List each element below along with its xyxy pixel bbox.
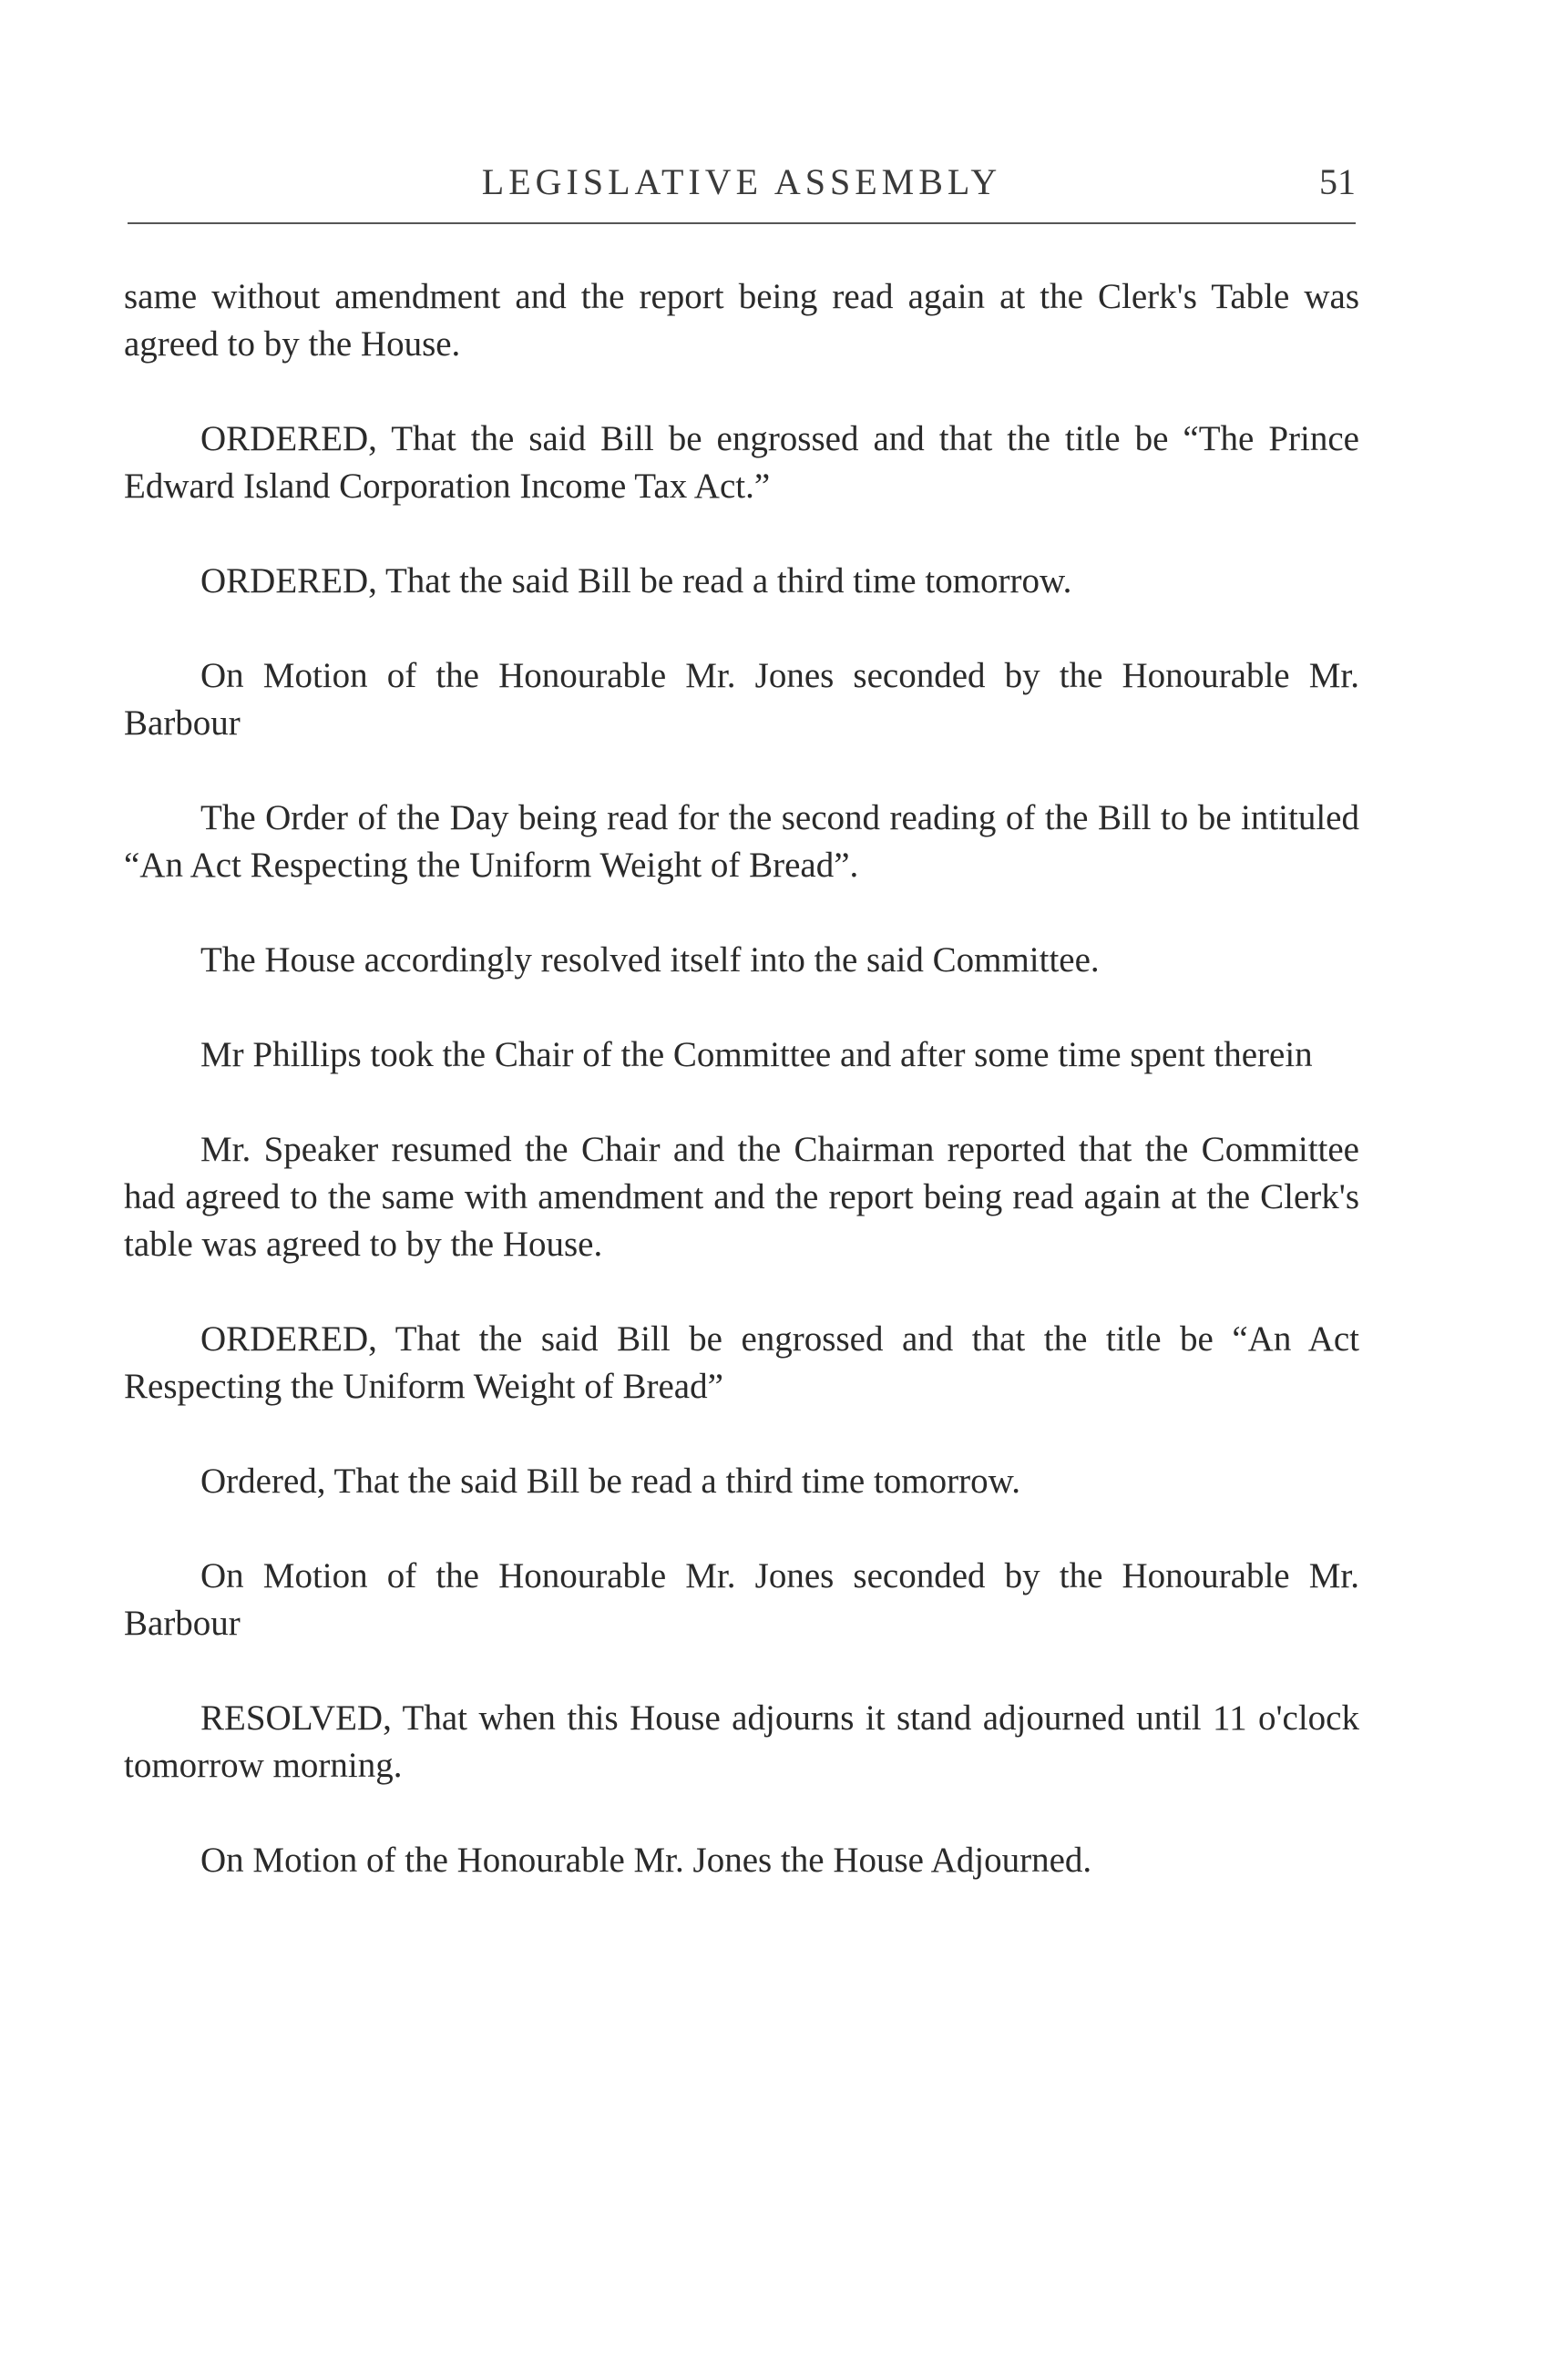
- paragraph-committee: The House accordingly resolved itself into the said Committee.: [200, 940, 1100, 980]
- paragraph-ordered-third-reading: ORDERED, That the said Bill be read a third time tomorrow.: [200, 561, 1072, 600]
- paragraph-speaker-report: Mr. Speaker resumed the Chair and the Chairman reported that the Committee had agreed to the same with amendment and the report being read again at the Clerk's table was agreed to by the House.: [124, 1130, 1359, 1264]
- running-title: LEGISLATIVE ASSEMBLY: [481, 161, 1002, 202]
- paragraph-motion-2: On Motion of the Honourable Mr. Jones seconded by the Honourable Mr. Barbour: [124, 1556, 1359, 1643]
- paragraph-order-of-day: The Order of the Day being read for the second reading of the Bill to be intituled “An Act Respecting the Uniform Weight of Bread”.: [124, 798, 1359, 885]
- paragraph-chair: Mr Phillips took the Chair of the Committee and after some time spent therein: [200, 1035, 1313, 1074]
- paragraph-ordered-title-2: ORDERED, That the said Bill be engrossed and that the title be “An Act Respecting the Uniform Weight of Bread”: [124, 1319, 1359, 1406]
- paragraph-ordered-third-reading-2: Ordered, That the said Bill be read a third time tomorrow.: [200, 1462, 1020, 1501]
- paragraph-continuation: same without amendment and the report being read again at the Clerk's Table was agreed to by the House.: [124, 277, 1359, 364]
- paragraph-ordered-title: ORDERED, That the said Bill be engrossed and that the title be “The Prince Edward Island Corporation Income Tax Act.”: [124, 419, 1359, 506]
- header-rule: [128, 222, 1356, 224]
- paragraph-adjourned: On Motion of the Honourable Mr. Jones the House Adjourned.: [200, 1841, 1092, 1880]
- document-body: [124, 273, 1359, 1932]
- page-header: [128, 160, 1356, 215]
- paragraph-motion: On Motion of the Honourable Mr. Jones seconded by the Honourable Mr. Barbour: [124, 656, 1359, 743]
- paragraph-resolved: RESOLVED, That when this House adjourns it stand adjourned until 11 o'clock tomorrow morning.: [124, 1698, 1359, 1785]
- page-number: 51: [1319, 161, 1356, 202]
